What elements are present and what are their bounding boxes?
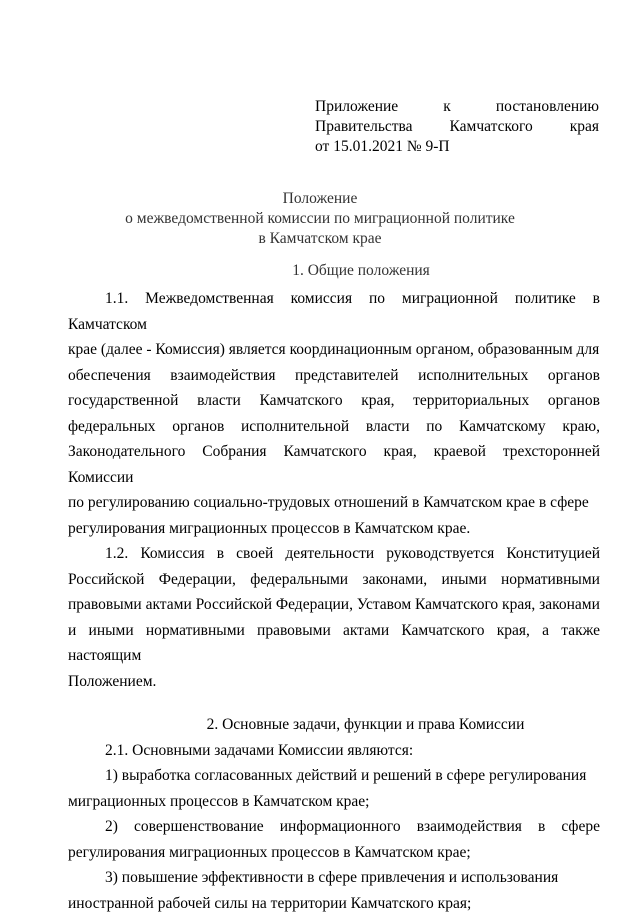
section-1-heading: 1. Общие положения: [292, 262, 430, 279]
paragraph-1-1: 1.1. Межведомственная комиссия по миграционной политике в Камчатском крае (далее - Комиссия) является координационным органом, образованным для обеспечения взаимодействия представителей исполнительных органов государственной власти Камчатского края, территориальных органов федеральных органов исполнительной власти по Камчатскому краю, Законодательного Собрания Камчатского края, краевой трехсторонней Комиссии по регулированию социально-трудовых отношений в Камчатском крае в сфере регулирования миграционных процессов в Камчатском крае.: [68, 290, 600, 537]
paragraph-1-2: 1.2. Комиссия в своей деятельности руководствуется Конституцией Российской Федерации, федеральными законами, иными нормативными правовыми актами Российской Федерации, Уставом Камчатского края, законами и иными нормативными правовыми актами Камчатского края, а также настоящим Положением.: [68, 545, 600, 690]
header-date-number: от 15.01.2021 № 9-П: [315, 138, 450, 155]
header-line-2: Правительства Камчатского края: [315, 118, 599, 135]
document-title: Положение о межведомственной комиссии по миграционной политике в Камчатском крае: [125, 190, 515, 247]
section-2-heading: 2. Основные задачи, функции и права Комиссии: [206, 716, 525, 733]
appendix-header: [315, 97, 599, 157]
list-item: 3) повышение эффективности в сфере привлечения и использования иностранной рабочей силы на территории Камчатского края;: [68, 869, 559, 912]
list-item: 2) совершенствование информационного взаимодействия в сфере регулирования миграционных процессов в Камчатском крае;: [68, 818, 600, 861]
header-line-1: Приложение к постановлению: [315, 98, 599, 115]
list-item: 1) выработка согласованных действий и решений в сфере регулирования миграционных процессов в Камчатском крае;: [68, 767, 587, 810]
paragraph-2-1: 2.1. Основными задачами Комиссии являются:: [105, 741, 414, 759]
document-body: [68, 286, 600, 916]
